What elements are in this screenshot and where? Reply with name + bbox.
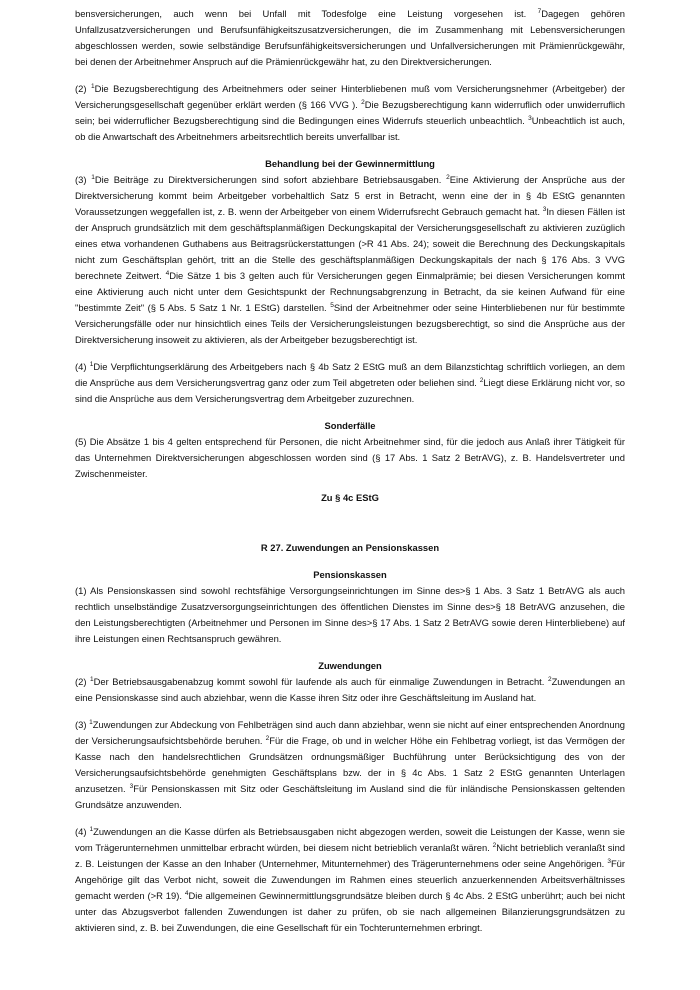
sentence-number: 1	[90, 676, 94, 683]
sentence-number: 7	[537, 8, 542, 15]
sentence-number: 3	[542, 206, 547, 213]
text-run: Nicht betrieblich veranlaßt sind z. B. Leistungen der Kasse an den Inhaber (Unternehmer, Mitunternehmer) des Trägerunternehmens oder seine Angehörigen.	[75, 842, 626, 869]
heading-r27: R 27. Zuwendungen an Pensionskassen	[260, 542, 440, 553]
paragraph-2-bezugsberechtigung	[75, 81, 625, 145]
sentence-number: 1	[89, 361, 94, 368]
sentence-number: 2	[547, 676, 552, 683]
text-run: Zuwendungen an eine Pensionskasse sind auch abziehbar, wenn die Kasse ihren Sitz oder ihre Geschäftsleitung im Ausland hat.	[75, 676, 625, 703]
sentence-number: 3	[607, 858, 611, 865]
text-run: (4)	[75, 361, 90, 372]
text-run: In diesen Fällen ist der Anspruch grundsätzlich mit dem geschäftsplanmäßigen Deckungskapital der Versicherungsgesellschaft zu aktivieren zuzüglich eines etwa vorhandenen Guthabens aus Beitragsrückerstattungen (>R 41 Abs. 24); soweit die Berechnung des Deckungskapitals nicht zum Geschäftsplan gehört, tritt an die Stelle des geschäftsplanmäßigen Deckungskapitals der nach § 176 Abs. 3 VVG berechnete Zeitwert.	[75, 206, 625, 281]
sentence-number: 2	[479, 377, 484, 384]
text-run: (5) Die Absätze 1 bis 4 gelten entsprechend für Personen, die nicht Arbeitnehmer sind, für die jedoch aus Anlaß ihrer Tätigkeit für das Unternehmen Direktversicherungen abgeschlossen worden sind (§ 17 Abs. 1 Satz 2 BetrAVG), z. B. Handelsvertreter und Zwischenmeister.	[75, 436, 625, 479]
sentence-number: 1	[89, 719, 93, 726]
text-run: (3)	[75, 719, 90, 730]
text-run: Eine Aktivierung der Ansprüche aus der Direktversicherung kommt beim Arbeitgeber vorbehaltlich Satz 5 erst in Betracht, wenn eine der in § 4b EStG genannten Voraussetzungen weggefallen ist, z. B. wenn der Arbeitgeber von einem Widerrufsrecht Gebrauch gemacht hat.	[75, 174, 625, 217]
sentence-number: 4	[184, 890, 189, 897]
text-run: (4)	[75, 826, 90, 837]
text-run: Für die Frage, ob und in welcher Höhe ein Fehlbetrag vorliegt, ist das Vermögen der Kasse nach den handelsrechtlichen Grundsätzen ordnungsmäßiger Buchführung unter Berücksichtigung des von der Versicherungsaufsichtsbehörde genehmigten Geschäftsplans bzw. der in § 4c Abs. 1 Satz 2 EStG genannten Unterlagen anzusetzen.	[75, 735, 625, 794]
paragraph-zw-3	[75, 717, 625, 813]
text-run: Für Pensionskassen mit Sitz oder Geschäftsleitung im Ausland sind die für inländische Pensionskassen geltenden Grundsätze anzuwenden.	[75, 783, 625, 810]
paragraph-intro	[75, 6, 625, 70]
text-run: Die Verpflichtungserklärung des Arbeitgebers nach § 4b Satz 2 EStG muß an dem Bilanzstichtag schriftlich vorliegen, an dem die Ansprüche aus dem Versicherungsvertrag ganz oder zum Teil abgetreten oder beliehen sind.	[75, 361, 625, 388]
text-run: bensversicherungen, auch wenn bei Unfall mit Todesfolge eine Leistung vorgesehen ist.	[75, 8, 538, 19]
text-run: Zuwendungen zur Abdeckung von Fehlbeträgen sind auch dann abziehbar, wenn sie nicht auf einer entsprechenden Anordnung der Versicherungsaufsichtsbehörde beruhen.	[75, 719, 625, 746]
paragraph-5-sonderfaelle	[75, 434, 625, 482]
paragraph-3-beitraege	[75, 172, 625, 348]
text-run: (1) Als Pensionskassen sind sowohl rechtsfähige Versorgungseinrichtungen im Sinne des>§ 1 Abs. 3 Satz 1 BetrAVG als auch rechtlich unselbständige Zusatzversorgungseinrichtungen des öffentlichen Dienstes im Sinne des>§ 18 BetrAVG anzusehen, die den Leistungsberechtigten (Arbeitnehmer und Personen im Sinne des>§ 17 Abs. 1 Satz 2 BetrAVG sowie deren Hinterbliebene) auf ihre Leistungen einen Rechtsanspruch gewähren.	[75, 585, 625, 644]
text-run: Die Bezugsberechtigung kann widerruflich oder unwiderruflich sein; bei widerruflicher Bezugsberechtigung sind die Bedingungen eines Widerrufs steuerlich unbeachtlich.	[75, 99, 625, 126]
paragraph-4-verpflichtungserklaerung	[75, 359, 625, 407]
text-run: Liegt diese Erklärung nicht vor, so sind die Ansprüche aus dem Versicherungsvertrag dem Arbeitgeber zuzurechnen.	[75, 377, 626, 404]
text-run: Die allgemeinen Gewinnermittlungsgrundsätze bleiben durch § 4c Abs. 2 EStG unberührt; auch bei nicht unter das Abzugsverbot fallenden Zuwendungen ist daher zu prüfen, ob sie nach allgemeinen Bilanzierungsgrundsätzen zu aktivieren sind, z. B. bei Zuwendungen, die eine Gesellschaft für ein Tochterunternehmen erbringt.	[75, 890, 625, 933]
sentence-number: 1	[90, 83, 95, 90]
text-run: Sind der Arbeitnehmer oder seine Hinterbliebenen nur für bestimmte Versicherungsfälle oder nur hinsichtlich eines Teils der Versicherungsleistungen bezugsberechtigt, so sind die Ansprüche aus der Direktversicherung insoweit zu aktivieren, als der Arbeitgeber bezugsberechtigt ist.	[75, 302, 625, 345]
text-run: Unbeachtlich ist auch, ob die Anwartschaft des Arbeitnehmers arbeitsrechtlich bereits unverfallbar ist.	[75, 115, 625, 142]
sentence-number: 3	[528, 115, 532, 122]
sentence-number: 3	[129, 783, 134, 790]
sentence-number: 2	[492, 842, 497, 849]
paragraph-zw-2	[75, 674, 625, 706]
sentence-number: 2	[265, 735, 270, 742]
sentence-number: 1	[91, 174, 95, 181]
heading-zu-4c-estg: Zu § 4c EStG	[321, 492, 379, 503]
paragraph-pk-1	[75, 583, 625, 647]
sentence-number: 4	[165, 270, 170, 277]
text-run: Die Sätze 1 bis 3 gelten auch für Versicherungen gegen Einmalprämie; bei diesen Versicherungen kommt eine Aktivierung auch nicht unter dem Gesichtspunkt der Rechnungsabgrenzung in Betracht, da sie keinen Aufwand für eine "bestimmte Zeit" (§ 5 Abs. 5 Satz 1 Nr. 1 EStG) darstellen.	[75, 270, 625, 313]
heading-gewinnermittlung: Behandlung bei der Gewinnermittlung	[265, 158, 435, 169]
text-run: (2)	[75, 676, 91, 687]
heading-pensionskassen: Pensionskassen	[313, 569, 387, 580]
text-run: (2)	[75, 83, 91, 94]
sentence-number: 5	[330, 302, 334, 309]
text-run: Zuwendungen an die Kasse dürfen als Betriebsausgaben nicht abgezogen werden, soweit die Leistungen der Kasse, wenn sie vom Trägerunternehmen unmittelbar erbracht würden, bei diesem nicht betrieblich veranlaßt wären.	[75, 826, 626, 853]
text-run: Dagegen gehören Unfallzusatzversicherungen und Berufsunfähigkeitszusatzversicherungen, die im Zusammenhang mit Lebensversicherungen abgeschlossen werden, sowie selbständige Berufsunfähigkeitsversicherungen und Unfallversicherungen mit Prämienrückgewähr, bei denen der Arbeitnehmer Anspruch auf die Prämienrückgewähr hat, zu den Direktversicherungen.	[75, 8, 625, 67]
text-run: Für Angehörige gilt das Verbot nicht, soweit die Zuwendungen im Rahmen eines steuerlich anzuerkennenden Arbeitsverhältnisses gemacht werden (>R 19).	[75, 858, 625, 901]
heading-sonderfaelle: Sonderfälle	[324, 420, 376, 431]
document-body	[75, 6, 625, 936]
text-run: Die Bezugsberechtigung des Arbeitnehmers oder seiner Hinterbliebenen muß vom Versicherungsnehmer (Arbeitgeber) der Versicherungsgesellschaft gegenüber erklärt werden (§ 166 VVG ).	[75, 83, 625, 110]
text-run: (3)	[75, 174, 92, 185]
heading-zuwendungen: Zuwendungen	[318, 660, 382, 671]
sentence-number: 2	[361, 99, 365, 106]
paragraph-zw-4	[75, 824, 625, 936]
sentence-number: 2	[446, 174, 450, 181]
text-run: Die Beiträge zu Direktversicherungen sind sofort abziehbare Betriebsausgaben.	[94, 174, 447, 185]
sentence-number: 1	[89, 826, 94, 833]
text-run: Der Betriebsausgabenabzug kommt sowohl für laufende als auch für einmalige Zuwendungen in Betracht.	[93, 676, 548, 687]
